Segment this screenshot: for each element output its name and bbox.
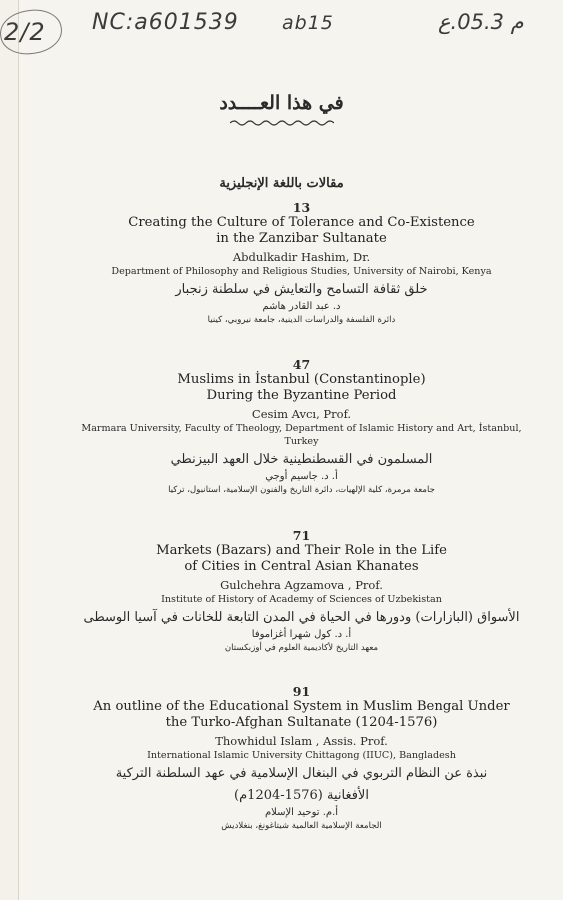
entry-arabic-title: المسلمون في القسطنطينية خلال العهد البيزنطي xyxy=(170,452,433,467)
entry-title-line: An outline of the Educational System in Muslim Bengal Under xyxy=(93,699,510,714)
entry-page-number: 71 xyxy=(292,528,311,543)
entry-page-number: 91 xyxy=(292,684,311,699)
handwritten-date: م 05.3.ع xyxy=(438,10,524,34)
entry-title-line: of Cities in Central Asian Khanates xyxy=(184,559,419,574)
contents-title: في هذا العــــدد xyxy=(219,92,344,114)
handwritten-note: ab15 xyxy=(282,12,334,34)
entry-affiliation: Marmara University, Faculty of Theology, Department of Islamic History and Art, İstanbul, xyxy=(81,423,522,434)
entry-title-line: in the Zanzibar Sultanate xyxy=(216,231,387,246)
entry-title-line: the Turko-Afghan Sultanate (1204-1576) xyxy=(165,715,438,730)
entry-arabic-title: نبذة عن النظام التربوي في البنغال الإسلامية في عهد السلطنة التركية xyxy=(115,766,488,781)
entry-arabic-author: أ. د. كول شهرا أغزاموفا xyxy=(251,629,352,640)
entry-author: Cesim Avcı, Prof. xyxy=(251,407,352,421)
entry-arabic-author: د. عبد القادر هاشم xyxy=(262,301,341,312)
entry-affiliation: Institute of History of Academy of Sciences of Uzbekistan xyxy=(161,594,442,605)
entry-title-line: Markets (Bazars) and Their Role in the Life xyxy=(156,543,447,558)
entry-title-line: Muslims in İstanbul (Constantinople) xyxy=(177,372,426,387)
contents-entry xyxy=(60,684,543,833)
entry-arabic-title: خلق ثقافة التسامح والتعايش في سلطنة زنجبار xyxy=(175,282,428,297)
contents-entry xyxy=(60,357,543,497)
contents-entry xyxy=(60,528,543,655)
handwritten-page-number: 2/2 xyxy=(4,18,46,46)
entry-arabic-author: أ. د. جاسيم أوجي xyxy=(265,471,338,482)
entry-arabic-affiliation: دائرة الفلسفة والدراسات الدينية، جامعة نيروبي، كينيا xyxy=(207,315,396,325)
entry-page-number: 47 xyxy=(292,357,311,372)
entry-affiliation: Turkey xyxy=(284,436,319,447)
entry-author: Gulchehra Agzamova , Prof. xyxy=(220,578,383,592)
entry-arabic-title: الأفغانية (1576-1204م) xyxy=(234,788,369,803)
entry-affiliation: International Islamic University Chittagong (IIUC), Bangladesh xyxy=(147,750,456,761)
entry-affiliation: Department of Philosophy and Religious Studies, University of Nairobi, Kenya xyxy=(111,266,492,277)
contents-entry xyxy=(60,200,543,327)
entry-title-line: During the Byzantine Period xyxy=(206,388,397,403)
section-heading: مقالات باللغة الإنجليزية xyxy=(219,176,344,191)
handwritten-catalog-code: NC:a601539 xyxy=(92,10,239,35)
entry-page-number: 13 xyxy=(292,200,311,215)
entry-arabic-title: الأسواق (البازارات) ودورها في الحياة في المدن التابعة للخانات في آسيا الوسطى xyxy=(83,610,520,625)
entry-arabic-author: أ.م. توحيد الإسلام xyxy=(264,807,339,818)
entry-author: Abdulkadir Hashim, Dr. xyxy=(232,250,371,264)
entry-title-line: Creating the Culture of Tolerance and Co-Existence xyxy=(128,215,475,230)
entry-arabic-affiliation: معهد التاريخ لأكاديمية العلوم في أوزبكستان xyxy=(224,643,379,653)
decorative-wave-divider xyxy=(230,118,334,128)
entry-arabic-affiliation: جامعة مرمرة، كلية الإلهيات، دائرة التاريخ والفنون الإسلامية، استانبول، تركيا xyxy=(168,485,435,495)
entry-author: Thowhidul Islam , Assis. Prof. xyxy=(215,734,388,748)
entry-arabic-affiliation: الجامعة الإسلامية العالمية شيتاغونغ، بنغلاديش xyxy=(221,821,382,831)
